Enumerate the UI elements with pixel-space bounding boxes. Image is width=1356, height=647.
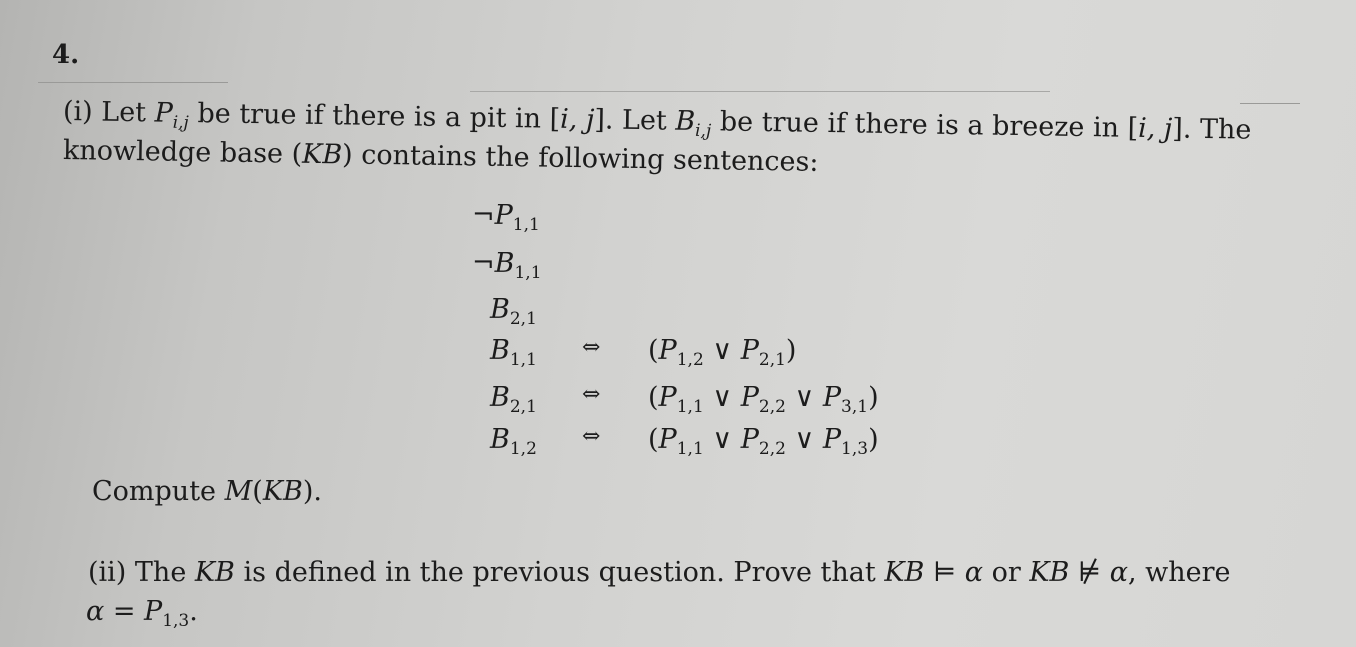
var: B — [490, 424, 510, 455]
alpha-symbol: α — [86, 596, 105, 627]
text: (i) Let — [62, 96, 155, 129]
part-ii-line-1 — [88, 557, 1230, 588]
text: , where — [1127, 557, 1231, 588]
not-symbol: ¬ — [472, 248, 495, 279]
var: P — [658, 382, 677, 413]
index-ij: i, j — [559, 103, 595, 136]
text: ). — [302, 476, 322, 507]
kb-sentence-6-rhs: ($P_{1,1}$ ∨ $P_{2,2}$ ∨ $P_{1,3}$) — [648, 424, 879, 459]
text: ]. Let — [594, 104, 676, 137]
text: be true if there is a breeze in [ — [711, 106, 1139, 144]
divider-left — [38, 82, 228, 83]
subscript: 2,1 — [758, 350, 786, 370]
var: P — [658, 335, 677, 366]
var-m: M — [224, 476, 253, 507]
kb-symbol: KB — [301, 138, 343, 171]
text: (ii) The — [88, 557, 195, 588]
text: or — [982, 557, 1030, 588]
var: P — [740, 424, 759, 455]
not-entails-symbol: ⊭ — [1069, 557, 1110, 588]
var: B — [490, 335, 510, 366]
subscript: 1,1 — [509, 350, 537, 370]
kb-symbol: KB — [262, 476, 303, 507]
equals-symbol: = — [104, 596, 145, 627]
iff-symbol: ⇔ — [582, 424, 601, 449]
subscript: i,j — [172, 112, 189, 133]
iff-symbol: ⇔ — [582, 335, 601, 360]
var-p: P — [144, 596, 163, 627]
subscript: 1,2 — [676, 350, 704, 370]
subscript: i,j — [694, 120, 712, 142]
subscript: 2,2 — [758, 397, 786, 417]
text: knowledge base ( — [62, 135, 303, 170]
text: be true if there is a pit in [ — [188, 97, 561, 135]
text: ]. The — [1172, 113, 1252, 146]
subscript: 1,2 — [509, 439, 537, 459]
kb-sentence-4-rhs: ($P_{1,2}$ ∨ $P_{2,1}$) — [648, 335, 797, 370]
var: P — [822, 382, 842, 413]
var: B — [494, 248, 515, 279]
var-b: B — [675, 105, 696, 137]
divider-center — [470, 91, 1050, 92]
subscript: 2,1 — [509, 309, 537, 329]
subscript: 1,1 — [514, 263, 542, 283]
text: Compute — [92, 476, 225, 507]
subscript: 1,3 — [162, 611, 190, 631]
kb-sentence-6-lhs — [490, 424, 537, 459]
alpha-symbol: α — [964, 557, 983, 588]
kb-symbol: KB — [1029, 557, 1070, 588]
question-number: 4. — [52, 40, 80, 70]
subscript: 1,1 — [676, 397, 704, 417]
alpha-symbol: α — [1109, 557, 1128, 588]
var: B — [490, 294, 510, 325]
kb-sentence-2-lhs — [472, 248, 542, 283]
kb-symbol: KB — [194, 557, 235, 588]
var: P — [494, 200, 513, 231]
var: B — [490, 382, 510, 413]
subscript: 1,3 — [841, 439, 869, 459]
index-ij: i, j — [1137, 112, 1173, 145]
var: P — [822, 424, 842, 455]
divider-right — [1240, 103, 1300, 104]
entails-symbol: ⊨ — [924, 557, 965, 588]
subscript: 1,1 — [676, 439, 704, 459]
kb-sentence-3-lhs — [490, 294, 537, 329]
compute-instruction — [92, 476, 322, 507]
subscript: 3,1 — [841, 397, 869, 417]
kb-symbol: KB — [884, 557, 925, 588]
kb-sentence-5-rhs: ($P_{1,1}$ ∨ $P_{2,2}$ ∨ $P_{3,1}$) — [648, 382, 879, 417]
subscript: 2,2 — [758, 439, 786, 459]
kb-sentence-5-lhs — [490, 382, 537, 417]
var: P — [740, 335, 759, 366]
text: ( — [252, 476, 263, 507]
var-p: P — [154, 97, 174, 129]
text: ) contains the following sentences: — [341, 139, 819, 178]
iff-symbol: ⇔ — [582, 382, 601, 407]
var: P — [658, 424, 677, 455]
subscript: 1,1 — [512, 215, 540, 235]
text: is defined in the previous question. Prove that — [234, 557, 885, 588]
kb-sentence-4-lhs — [490, 335, 537, 370]
part-ii-line-2 — [86, 596, 198, 631]
subscript: 2,1 — [509, 397, 537, 417]
not-symbol: ¬ — [472, 200, 495, 231]
kb-sentence-1-lhs — [472, 200, 540, 235]
text: . — [189, 596, 198, 627]
var: P — [740, 382, 759, 413]
part-i-line-2 — [63, 135, 819, 178]
